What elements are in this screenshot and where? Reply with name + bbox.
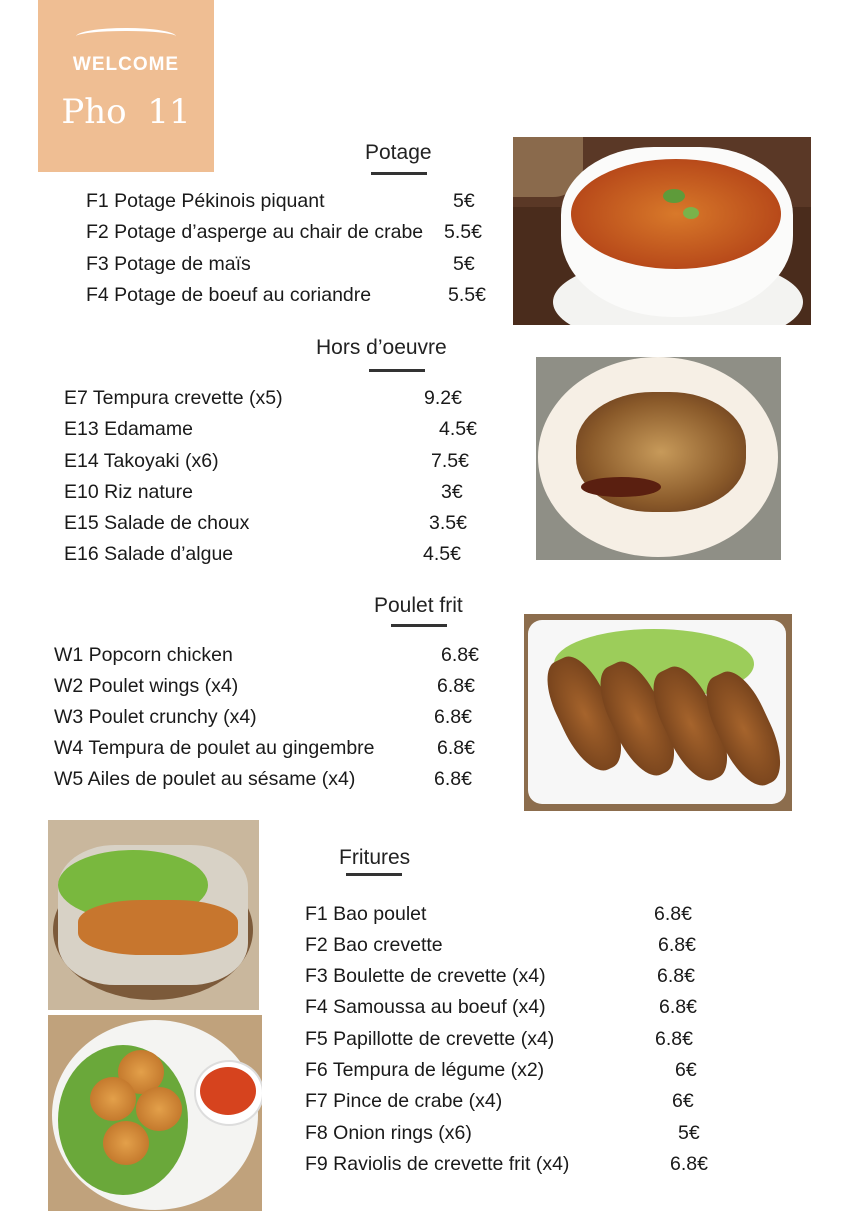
menu-item-name: F3 Boulette de crevette (x4)	[305, 965, 546, 987]
menu-item-name: W2 Poulet wings (x4)	[54, 675, 239, 697]
section-underline	[369, 369, 425, 372]
menu-item-price: 9.2€	[424, 387, 462, 409]
menu-item-name: F2 Bao crevette	[305, 934, 443, 956]
menu-item-price: 6.8€	[657, 965, 695, 987]
menu-item-name: E10 Riz nature	[64, 481, 193, 503]
menu-item-price: 6.8€	[670, 1153, 708, 1175]
menu-item-name: F1 Bao poulet	[305, 903, 427, 925]
menu-item-name: F7 Pince de crabe (x4)	[305, 1090, 503, 1112]
menu-item-price: 5€	[453, 190, 475, 212]
logo-welcome-text: WELCOME	[72, 54, 180, 75]
menu-item-name: F5 Papillotte de crevette (x4)	[305, 1028, 555, 1050]
menu-item-price: 5€	[678, 1122, 700, 1144]
shrimp-balls-photo	[48, 1015, 262, 1211]
menu-item-name: F1 Potage Pékinois piquant	[86, 190, 325, 212]
menu-item-price: 6.8€	[437, 675, 475, 697]
takoyaki-photo	[536, 357, 781, 560]
restaurant-logo	[38, 0, 214, 172]
section-title-potage: Potage	[365, 141, 432, 164]
menu-item-price: 5.5€	[444, 221, 482, 243]
menu-item-name: F8 Onion rings (x6)	[305, 1122, 472, 1144]
menu-item-price: 6.8€	[441, 644, 479, 666]
menu-item-name: F2 Potage d’asperge au chair de crabe	[86, 221, 424, 243]
menu-item-name: F4 Potage de boeuf au coriandre	[86, 284, 372, 306]
section-underline	[371, 172, 427, 175]
section-underline	[391, 624, 447, 627]
menu-item-price: 6.8€	[434, 706, 472, 728]
menu-item-name: W5 Ailes de poulet au sésame (x4)	[54, 768, 356, 790]
menu-item-name: E7 Tempura crevette (x5)	[64, 387, 283, 409]
menu-item-price: 6.8€	[655, 1028, 693, 1050]
menu-item-name: W4 Tempura de poulet au gingembre	[54, 737, 375, 759]
menu-item-price: 5€	[453, 253, 475, 275]
menu-item-price: 6.8€	[437, 737, 475, 759]
menu-item-name: W1 Popcorn chicken	[54, 644, 233, 666]
menu-item-price: 6.8€	[434, 768, 472, 790]
menu-item-price: 6€	[672, 1090, 694, 1112]
menu-item-price: 3€	[441, 481, 463, 503]
menu-item-name: E14 Takoyaki (x6)	[64, 450, 219, 472]
menu-item-name: E16 Salade d’algue	[64, 543, 234, 565]
menu-item-price: 6.8€	[659, 996, 697, 1018]
menu-item-price: 6.8€	[658, 934, 696, 956]
menu-item-name: F4 Samoussa au boeuf (x4)	[305, 996, 546, 1018]
menu-item-name: E13 Edamame	[64, 418, 193, 440]
menu-item-price: 4.5€	[423, 543, 461, 565]
section-title-poulet-frit: Poulet frit	[374, 594, 463, 617]
section-title-fritures: Fritures	[339, 846, 411, 869]
chicken-wings-photo	[524, 614, 792, 811]
menu-item-price: 4.5€	[439, 418, 477, 440]
section-title-hors-doeuvre: Hors d’oeuvre	[316, 336, 447, 359]
soup-photo	[513, 137, 811, 325]
menu-item-price: 3.5€	[429, 512, 467, 534]
menu-item-price: 5.5€	[448, 284, 486, 306]
menu-item-name: W3 Poulet crunchy (x4)	[54, 706, 257, 728]
menu-item-name: F3 Potage de maïs	[86, 253, 251, 275]
menu-item-price: 7.5€	[431, 450, 469, 472]
menu-item-price: 6€	[675, 1059, 697, 1081]
menu-item-name: E15 Salade de choux	[64, 512, 250, 534]
chicken-bao-photo	[48, 820, 259, 1010]
restaurant-name: Pho 11	[61, 92, 191, 132]
section-underline	[346, 873, 402, 876]
menu-item-price: 6.8€	[654, 903, 692, 925]
menu-item-name: F9 Raviolis de crevette frit (x4)	[305, 1153, 570, 1175]
menu-item-name: F6 Tempura de légume (x2)	[305, 1059, 545, 1081]
logo-arc	[76, 28, 176, 45]
